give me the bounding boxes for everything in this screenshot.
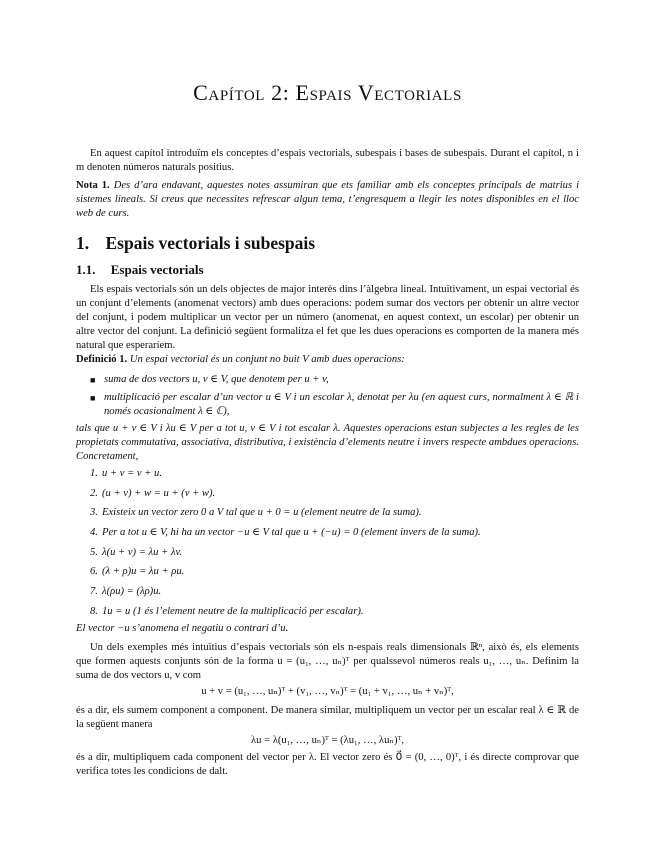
bullet-icon: ■ (90, 375, 96, 385)
definition-text: Un espai vectorial és un conjunt no buit V amb dues operacions: (129, 354, 405, 365)
bullet-text: multiplicació per escalar d’un vector u ∈ V i un escolar λ, denotat per λu (en aquest curs, normalment λ ∈ ℝ i només ocasionalment λ ∈ ℂ), (104, 392, 579, 417)
subsection-heading (76, 262, 204, 278)
section-heading (76, 233, 315, 254)
intro-paragraph: En aquest capítol introduïm els conceptes d’espais vectorials, subespais i bases de subespais. Durant el capítol, n i m denoten números naturals positius. (76, 148, 579, 173)
list-item (90, 526, 579, 546)
axiom-text: u + v = v + u. (102, 468, 162, 479)
subsection-title: Espais vectorials (110, 262, 204, 277)
list-item (90, 467, 579, 487)
axiom-text: Existeix un vector zero 0 a V tal que u + 0 = u (element neutre de la suma). (102, 507, 422, 519)
axiom-number: 5. (90, 546, 98, 558)
axiom-text: (λ + ρ)u = λu + ρu. (102, 566, 185, 578)
axiom-text: λ(ρu) = (λρ)u. (102, 586, 162, 598)
list-item (90, 506, 579, 526)
axiom-number: 1. (90, 468, 98, 479)
axiom-number: 2. (90, 487, 98, 499)
list-item (90, 546, 579, 566)
definition-after-text: tals que u + v ∈ V i λu ∈ V per a tot u, v ∈ V i tot escalar λ. Aquestes operacions estan subjectes a les regles de les propietats commutativa, associativa, distributiva, i existència d’elements neutre i invers respecte ambdues operacions. Concretament, (76, 423, 579, 462)
axiom-number: 6. (90, 566, 98, 578)
section-title: Espais vectorials i subespais (105, 233, 316, 253)
paragraph-rn-example: Un dels exemples més intuïtius d’espais vectorials són els n-espais reals dimensionals ℝⁿ, això és, els elements que formen aquests conjunts són de la forma u = (u₁, …, uₙ)ᵀ per qualssevol números reals u₁, …, uₙ. Definim la suma de dos vectors u, v com (76, 642, 579, 681)
page-title: Capítol 2: Espais Vectorials (193, 80, 462, 105)
list-item (90, 487, 579, 507)
definition-bullet-list (90, 373, 579, 419)
note-block (76, 179, 579, 221)
axiom-number: 3. (90, 507, 98, 519)
section-number: 1. (76, 233, 90, 253)
equation-scalar: λu = λ(u₁, …, uₙ)ᵀ = (λu₁, …, λuₙ)ᵀ, (251, 735, 404, 746)
axiom-text: λ(u + v) = λu + λv. (102, 546, 183, 558)
axiom-text: (u + v) + w = u + (v + w). (102, 487, 216, 499)
definition-closing: El vector −u s’anomena el negatiu o contrari d’u. (76, 623, 289, 634)
axiom-list (90, 467, 579, 625)
axiom-number: 8. (90, 605, 98, 617)
equation-sum: u + v = (u₁, …, uₙ)ᵀ + (v₁, …, vₙ)ᵀ = (u₁ + v₁, …, uₙ + vₙ)ᵀ, (201, 686, 454, 697)
definition-block (76, 353, 579, 367)
bullet-icon: ■ (90, 393, 96, 403)
axiom-number: 4. (90, 527, 98, 539)
bullet-text: suma de dos vectors u, v ∈ V, que denotem per u + v, (104, 374, 329, 385)
list-item (90, 391, 579, 419)
paragraph-vector-spaces: Els espais vectorials són un dels objectes de major interès dins l’àlgebra lineal. Intuïtivament, un espai vectorial és un conjunt d’elements (anomenat vectors) amb dues operacions: podem sumar dos vectors per obtenir un altre vector del conjunt, i podem multiplicar un vector per un número (anomenat, en aquest context, un escolar) per obtenir un altre vector del conjunt. La definició següent formalitza el fet que les dues operacions es comporten de la manera més natural que esperaríem. (76, 284, 579, 351)
definition-label: Definició 1. (76, 354, 128, 365)
list-item (90, 373, 579, 387)
paragraph-zero-vector: és a dir, multipliquem cada component del vector per λ. El vector zero és 0⃗ = (0, …, 0)ᵀ, i és directe comprovar que verifica totes les condicions de dalt. (76, 752, 579, 777)
subsection-number: 1.1. (76, 262, 96, 277)
paragraph-scalar: és a dir, els sumem component a component. De manera similar, multipliquem un vector per un escalar real λ ∈ ℝ de la següent manera (76, 705, 579, 730)
axiom-text: 1u = u (1 és l’element neutre de la multiplicació per escalar). (102, 605, 364, 617)
note-label: Nota 1. (76, 180, 110, 191)
list-item (90, 585, 579, 605)
list-item (90, 565, 579, 585)
axiom-number: 7. (90, 586, 98, 598)
note-text: Des d’ara endavant, aquestes notes assumiran que ets familiar amb els conceptes principals de matrius i sistemes lineals. Si creus que necessites refrescar algun tema, t’engresquem a llegir les notes disponibles en el lloc web de curs. (76, 180, 580, 219)
axiom-text: Per a tot u ∈ V, hi ha un vector −u ∈ V tal que u + (−u) = 0 (element invers de la suma). (102, 527, 481, 539)
